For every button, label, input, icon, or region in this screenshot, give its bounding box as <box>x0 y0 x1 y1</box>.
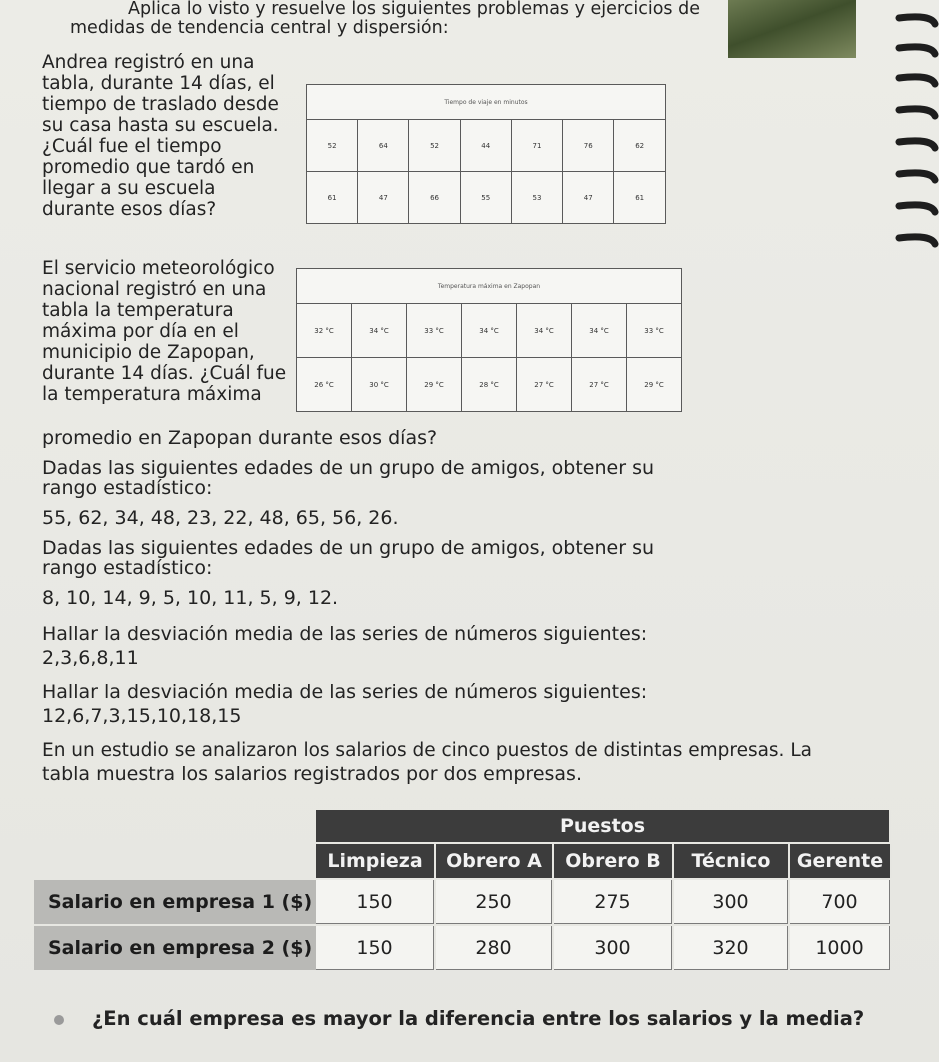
travel-time-cell: 52 <box>409 120 460 172</box>
temperature-cell: 28 °C <box>462 358 517 412</box>
problem-text-line: ¿Cuál fue el tiempo <box>42 136 222 157</box>
temperature-cell: 29 °C <box>627 358 682 412</box>
salary-table <box>34 810 909 970</box>
problem-2-last-line: promedio en Zapopan durante esos días? <box>42 427 438 449</box>
temperature-cell: 34 °C <box>517 304 572 358</box>
travel-time-table <box>306 84 666 224</box>
salary-row-label: Salario en empresa 2 ($) <box>34 926 316 970</box>
problem-1-text <box>42 52 279 220</box>
travel-time-cell: 61 <box>614 172 666 224</box>
problem-text-line: promedio que tardó en <box>42 157 255 178</box>
travel-time-cell: 52 <box>307 120 358 172</box>
problem-text-line: El servicio meteorológico <box>42 258 275 279</box>
travel-time-cell: 53 <box>511 172 562 224</box>
problem-text-line: Andrea registró en una <box>42 52 255 73</box>
problem-7-question: ¿En cuál empresa es mayor la diferencia entre los salarios y la media? <box>92 1007 865 1030</box>
temperature-cell: 33 °C <box>627 304 682 358</box>
salary-value-cell: 700 <box>790 880 890 924</box>
travel-time-cell: 64 <box>358 120 409 172</box>
salary-column-header: Obrero B <box>554 844 674 878</box>
salary-value-cell: 280 <box>436 926 552 970</box>
temperature-cell: 34 °C <box>462 304 517 358</box>
salary-value-cell: 275 <box>554 880 672 924</box>
temperature-table-caption: Temperatura máxima en Zapopan <box>297 269 682 304</box>
temperature-cell: 34 °C <box>572 304 627 358</box>
problem-text-line: municipio de Zapopan, <box>42 342 255 363</box>
travel-time-cell: 76 <box>563 120 614 172</box>
problem-4-text: Dadas las siguientes edades de un grupo de amigos, obtener su <box>42 537 655 559</box>
temperature-cell: 27 °C <box>517 358 572 412</box>
salary-value-cell: 300 <box>674 880 788 924</box>
problem-text-line: tabla la temperatura <box>42 300 234 321</box>
problem-text-line: nacional registró en una <box>42 279 267 300</box>
problem-text-line: la temperatura máxima <box>42 384 262 405</box>
temperature-cell: 26 °C <box>297 358 352 412</box>
travel-time-cell: 47 <box>563 172 614 224</box>
problem-2-text <box>42 258 286 405</box>
intro-line: medidas de tendencia central y dispersión: <box>70 18 449 38</box>
problem-7-text: En un estudio se analizaron los salarios de cinco puestos de distintas empresas. La <box>42 740 812 761</box>
travel-time-cell: 55 <box>460 172 511 224</box>
problem-7-text-2: tabla muestra los salarios registrados por dos empresas. <box>42 763 582 785</box>
problem-3-text-2: rango estadístico: <box>42 477 213 499</box>
temperature-cell: 33 °C <box>407 304 462 358</box>
problem-text-line: tabla, durante 14 días, el <box>42 73 275 94</box>
temperature-cell: 32 °C <box>297 304 352 358</box>
salary-column-header: Técnico <box>674 844 790 878</box>
salary-column-header: Gerente <box>790 844 892 878</box>
photo-fragment <box>728 0 856 58</box>
travel-time-cell: 71 <box>511 120 562 172</box>
temperature-table <box>296 268 682 412</box>
travel-time-cell: 61 <box>307 172 358 224</box>
temperature-cell: 30 °C <box>352 358 407 412</box>
salary-column-header: Limpieza <box>316 844 436 878</box>
problem-4-text-2: rango estadístico: <box>42 557 213 579</box>
travel-time-cell: 62 <box>614 120 666 172</box>
problem-text-line: llegar a su escuela <box>42 178 216 199</box>
salary-value-cell: 300 <box>554 926 672 970</box>
problem-5-data: 2,3,6,8,11 <box>42 647 139 669</box>
salary-row-label: Salario en empresa 1 ($) <box>34 880 316 924</box>
intro-text <box>70 0 700 38</box>
problem-3-data: 55, 62, 34, 48, 23, 22, 48, 65, 56, 26. <box>42 507 399 529</box>
travel-time-cell: 44 <box>460 120 511 172</box>
travel-time-cell: 47 <box>358 172 409 224</box>
problem-5-text: Hallar la desviación media de las series de números siguientes: <box>42 623 648 645</box>
salary-value-cell: 150 <box>316 926 434 970</box>
problem-6-data: 12,6,7,3,15,10,18,15 <box>42 705 242 727</box>
travel-time-table-caption: Tiempo de viaje en minutos <box>307 85 666 120</box>
problem-3-text: Dadas las siguientes edades de un grupo de amigos, obtener su <box>42 457 655 479</box>
notebook-spiral-binding <box>891 0 939 260</box>
problem-text-line: durante 14 días. ¿Cuál fue <box>42 363 287 384</box>
salary-value-cell: 1000 <box>790 926 890 970</box>
travel-time-cell: 66 <box>409 172 460 224</box>
salary-column-header: Obrero A <box>436 844 554 878</box>
temperature-cell: 34 °C <box>352 304 407 358</box>
salary-value-cell: 150 <box>316 880 434 924</box>
problem-text-line: tiempo de traslado desde <box>42 94 279 115</box>
salary-table-group-header: Puestos <box>316 810 891 842</box>
temperature-cell: 29 °C <box>407 358 462 412</box>
problem-text-line: su casa hasta su escuela. <box>42 115 279 136</box>
problem-text-line: durante esos días? <box>42 199 217 220</box>
problem-6-text: Hallar la desviación media de las series de números siguientes: <box>42 681 648 703</box>
bullet-icon <box>54 1015 64 1025</box>
intro-line: Aplica lo visto y resuelve los siguientes problemas y ejercicios de <box>128 0 700 19</box>
temperature-cell: 27 °C <box>572 358 627 412</box>
problem-text-line: máxima por día en el <box>42 321 239 342</box>
salary-value-cell: 250 <box>436 880 552 924</box>
salary-value-cell: 320 <box>674 926 788 970</box>
problem-4-data: 8, 10, 14, 9, 5, 10, 11, 5, 9, 12. <box>42 587 339 609</box>
